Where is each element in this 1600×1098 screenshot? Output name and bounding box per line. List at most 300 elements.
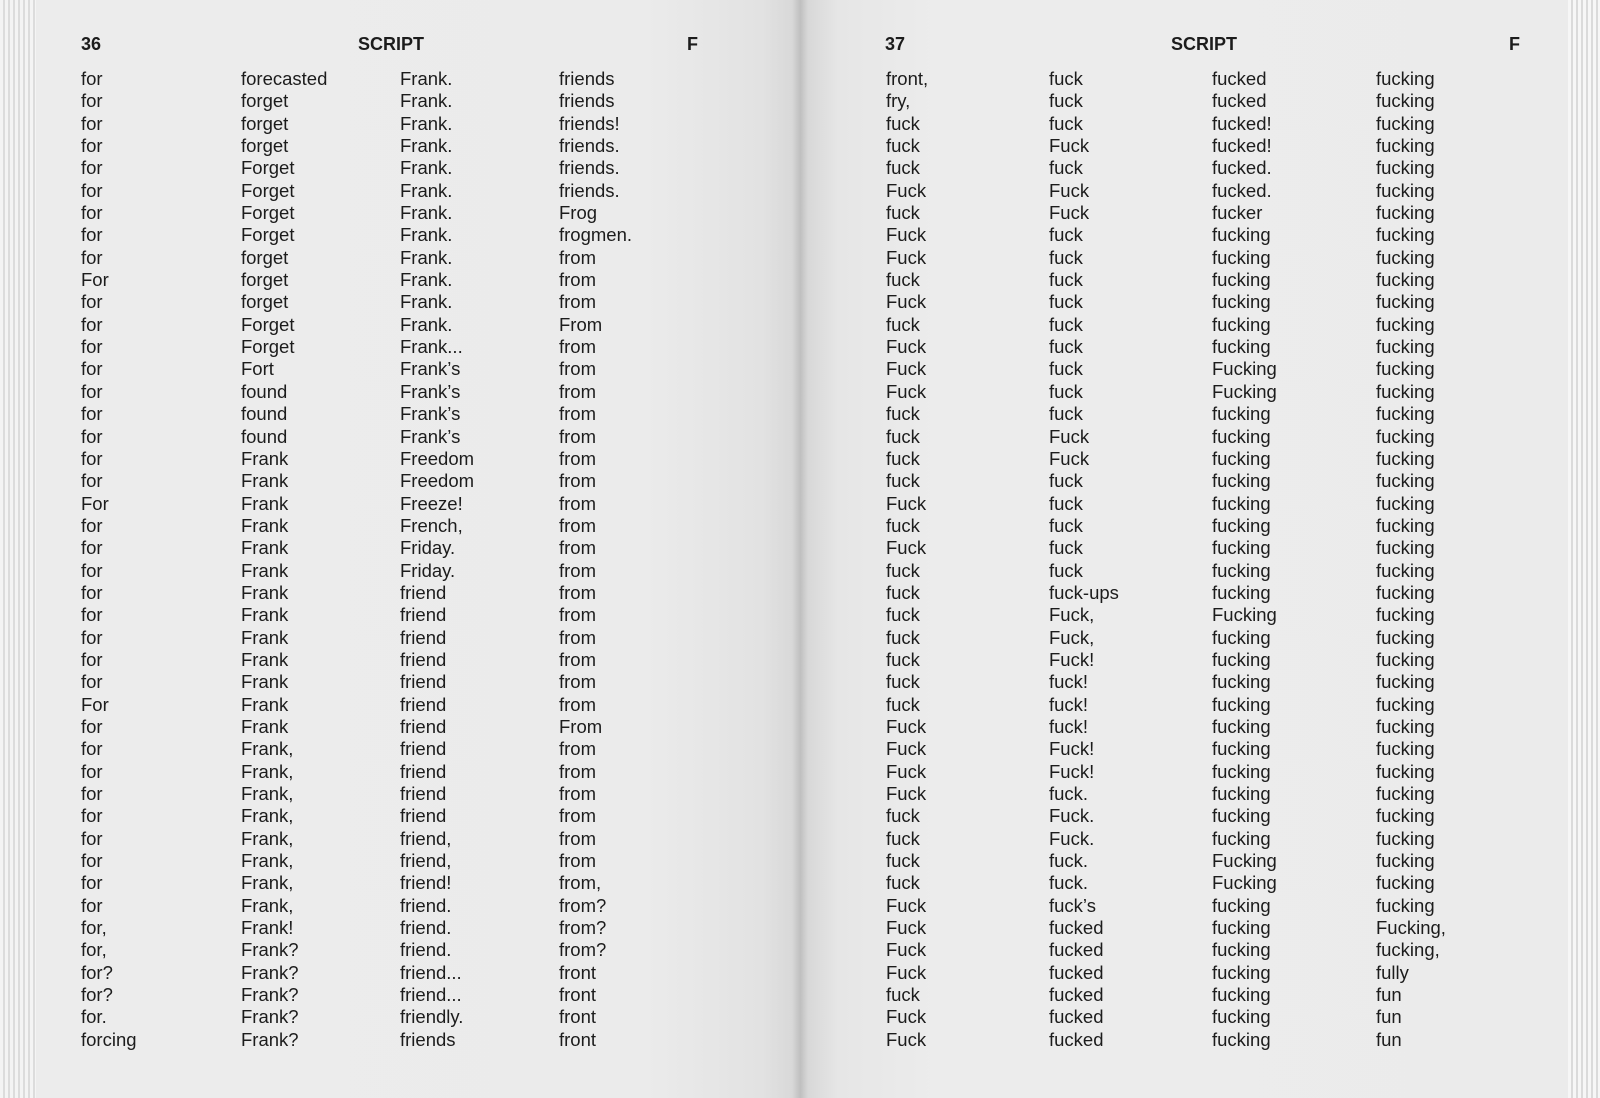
word-entry: Fuck bbox=[886, 894, 927, 916]
word-entry: fucking bbox=[1212, 939, 1271, 961]
word-entry: From bbox=[559, 313, 603, 335]
word-entry: fucking bbox=[1376, 581, 1435, 603]
word-entry: Frank? bbox=[241, 1006, 299, 1028]
word-entry: from bbox=[559, 559, 596, 581]
word-entry: Frank. bbox=[400, 90, 453, 112]
word-entry: fucking bbox=[1212, 626, 1271, 648]
word-entry: forget bbox=[241, 135, 289, 157]
word-entry: Fuck bbox=[886, 939, 927, 961]
word-entry: for bbox=[81, 425, 103, 447]
word-entry: Fuck! bbox=[1049, 738, 1095, 760]
word-entry: Fuck bbox=[886, 1006, 927, 1028]
word-entry: fucking bbox=[1376, 68, 1435, 89]
word-entry: fuck bbox=[886, 514, 920, 536]
word-entry: fuck’s bbox=[1049, 894, 1096, 916]
word-entry: Frank bbox=[241, 648, 289, 670]
word-entry: from bbox=[559, 783, 596, 804]
page-edges-left bbox=[0, 0, 38, 1098]
word-entry: fucking bbox=[1212, 581, 1271, 603]
word-entry: Forget bbox=[241, 179, 295, 201]
word-entry: Frank bbox=[241, 514, 289, 536]
word-column bbox=[241, 68, 327, 1051]
word-entry: from bbox=[559, 492, 596, 514]
word-entry: for bbox=[81, 336, 103, 358]
word-entry: Frank. bbox=[400, 112, 453, 134]
word-entry: fucking bbox=[1376, 470, 1435, 492]
word-entry: for bbox=[81, 514, 103, 536]
word-entry: fucking bbox=[1376, 648, 1435, 670]
word-entry: Fuck bbox=[886, 715, 927, 737]
word-column bbox=[559, 68, 632, 1051]
word-entry: Frank. bbox=[400, 202, 453, 224]
word-entry: Fucking bbox=[1212, 358, 1277, 380]
word-entry: friend bbox=[400, 604, 447, 626]
word-entry: fuck bbox=[1049, 403, 1083, 425]
word-entry: Freedom bbox=[400, 447, 475, 469]
word-entry: fucking bbox=[1212, 537, 1271, 559]
word-entry: Fuck! bbox=[1049, 760, 1095, 782]
word-entry: from bbox=[559, 805, 596, 827]
word-column bbox=[1376, 68, 1446, 1051]
word-entry: fuck bbox=[1049, 470, 1083, 492]
word-entry: Frank, bbox=[241, 894, 294, 916]
word-entry: fucking bbox=[1376, 90, 1435, 112]
word-entry: friends. bbox=[559, 179, 620, 201]
word-entry: fucking bbox=[1376, 537, 1435, 559]
word-entry: for? bbox=[81, 961, 113, 983]
word-entry: fuck bbox=[886, 805, 920, 827]
word-entry: fucked bbox=[1049, 984, 1104, 1006]
word-entry: fuck bbox=[886, 269, 920, 291]
word-entry: from bbox=[559, 626, 596, 648]
word-entry: fucking bbox=[1376, 850, 1435, 872]
word-entry: Frank, bbox=[241, 827, 294, 849]
page-number: 36 bbox=[81, 34, 102, 54]
word-entry: forget bbox=[241, 112, 289, 134]
word-entry: from bbox=[559, 470, 596, 492]
word-entry: for bbox=[81, 783, 103, 804]
word-entry: Fuck bbox=[1049, 135, 1090, 157]
word-entry: fucking bbox=[1212, 269, 1271, 291]
word-entry: friend bbox=[400, 671, 447, 693]
word-entry: fucking bbox=[1212, 403, 1271, 425]
word-entry: for bbox=[81, 90, 103, 112]
word-entry: from bbox=[559, 336, 596, 358]
word-entry: frogmen. bbox=[559, 224, 633, 246]
word-entry: Frank bbox=[241, 626, 289, 648]
word-entry: fucking bbox=[1212, 224, 1271, 246]
word-entry: Frank’s bbox=[400, 403, 461, 425]
word-entry: for bbox=[81, 403, 103, 425]
word-entry: for, bbox=[81, 917, 107, 939]
word-entry: from bbox=[559, 425, 596, 447]
word-entry: Fuck, bbox=[1049, 604, 1095, 626]
word-entry: from bbox=[559, 403, 596, 425]
word-entry: fucking bbox=[1212, 470, 1271, 492]
word-entry: Frank. bbox=[400, 157, 453, 179]
word-entry: for bbox=[81, 760, 103, 782]
word-entry: fucking bbox=[1376, 447, 1435, 469]
word-entry: Frank. bbox=[400, 246, 453, 268]
word-entry: fuck bbox=[1049, 514, 1083, 536]
word-entry: Forget bbox=[241, 202, 295, 224]
word-entry: from bbox=[559, 604, 596, 626]
word-entry: Fuck bbox=[886, 961, 927, 983]
word-entry: fucking, bbox=[1376, 939, 1440, 961]
word-entry: Fuck bbox=[886, 738, 927, 760]
word-entry: fucking bbox=[1212, 715, 1271, 737]
word-entry: for bbox=[81, 68, 103, 89]
word-entry: Frank’s bbox=[400, 358, 461, 380]
word-entry: fucking bbox=[1212, 693, 1271, 715]
word-entry: fuck bbox=[1049, 559, 1083, 581]
word-entry: friends. bbox=[559, 157, 620, 179]
word-entry: for bbox=[81, 559, 103, 581]
word-entry: fucking bbox=[1376, 805, 1435, 827]
word-entry: fuck bbox=[886, 470, 920, 492]
word-entry: found bbox=[241, 425, 288, 447]
word-entry: friendly. bbox=[400, 1006, 464, 1028]
word-entry: for bbox=[81, 626, 103, 648]
word-entry: Frank, bbox=[241, 760, 294, 782]
word-entry: Frank. bbox=[400, 179, 453, 201]
word-entry: fuck! bbox=[1049, 715, 1089, 737]
word-entry: fuck-ups bbox=[1049, 581, 1119, 603]
word-entry: Frank bbox=[241, 581, 289, 603]
word-entry: from? bbox=[559, 894, 607, 916]
word-entry: friend! bbox=[400, 872, 452, 894]
word-entry: friend, bbox=[400, 850, 452, 872]
word-entry: fucking bbox=[1376, 380, 1435, 402]
word-entry: from bbox=[559, 738, 596, 760]
word-entry: fucking bbox=[1212, 425, 1271, 447]
word-entry: fucking bbox=[1376, 738, 1435, 760]
word-entry: fucking bbox=[1376, 157, 1435, 179]
word-entry: fuck bbox=[886, 581, 920, 603]
word-entry: fuck bbox=[1049, 90, 1083, 112]
word-entry: Fuck, bbox=[1049, 626, 1095, 648]
word-entry: forcing bbox=[81, 1028, 137, 1050]
word-entry: Fucking, bbox=[1376, 917, 1446, 939]
word-entry: friend. bbox=[400, 939, 452, 961]
word-entry: fuck bbox=[1049, 492, 1083, 514]
word-entry: Friday. bbox=[400, 559, 456, 581]
word-entry: Frank bbox=[241, 470, 289, 492]
word-entry: Frank. bbox=[400, 291, 453, 313]
word-entry: for bbox=[81, 380, 103, 402]
word-entry: fuck bbox=[1049, 291, 1083, 313]
word-entry: Forget bbox=[241, 224, 295, 246]
word-entry: friend bbox=[400, 693, 447, 715]
word-entry: from bbox=[559, 850, 596, 872]
word-entry: Friday. bbox=[400, 537, 456, 559]
word-entry: from bbox=[559, 246, 596, 268]
word-entry: fucking bbox=[1376, 358, 1435, 380]
word-entry: fuck bbox=[1049, 537, 1083, 559]
word-entry: from bbox=[559, 447, 596, 469]
word-entry: Fucking bbox=[1212, 604, 1277, 626]
word-entry: fucking bbox=[1376, 604, 1435, 626]
word-entry: For bbox=[81, 269, 109, 291]
word-entry: fuck bbox=[1049, 224, 1083, 246]
word-entry: Frank bbox=[241, 447, 289, 469]
word-entry: for bbox=[81, 202, 103, 224]
word-entry: fucking bbox=[1212, 961, 1271, 983]
word-entry: forget bbox=[241, 269, 289, 291]
word-entry: For bbox=[81, 693, 109, 715]
running-title: SCRIPT bbox=[358, 34, 425, 54]
word-entry: fucking bbox=[1376, 626, 1435, 648]
word-entry: from bbox=[559, 581, 596, 603]
word-entry: fuck bbox=[1049, 313, 1083, 335]
word-entry: Fuck bbox=[886, 179, 927, 201]
word-entry: friend bbox=[400, 738, 447, 760]
word-entry: fucking bbox=[1376, 202, 1435, 224]
word-entry: Freedom bbox=[400, 470, 475, 492]
word-entry: fucked bbox=[1049, 917, 1104, 939]
word-entry: Fuck bbox=[886, 783, 927, 804]
word-entry: fuck bbox=[1049, 157, 1083, 179]
word-entry: fuck bbox=[886, 157, 920, 179]
word-entry: Fuck bbox=[886, 492, 927, 514]
word-entry: for bbox=[81, 827, 103, 849]
word-entry: fucked bbox=[1212, 68, 1267, 89]
word-entry: Frank? bbox=[241, 984, 299, 1006]
word-entry: found bbox=[241, 403, 288, 425]
word-entry: fuck bbox=[886, 313, 920, 335]
word-entry: fuck bbox=[1049, 68, 1083, 89]
word-entry: Frank... bbox=[400, 336, 463, 358]
word-entry: friend bbox=[400, 760, 447, 782]
word-entry: friend... bbox=[400, 961, 462, 983]
word-entry: fuck bbox=[886, 403, 920, 425]
word-entry: forget bbox=[241, 246, 289, 268]
word-entry: fuck! bbox=[1049, 671, 1089, 693]
word-entry: fuck. bbox=[1049, 783, 1089, 804]
word-entry: fucker bbox=[1212, 202, 1263, 224]
word-entry: Fort bbox=[241, 358, 274, 380]
word-entry: fuck bbox=[886, 827, 920, 849]
word-entry: Frank’s bbox=[400, 380, 461, 402]
word-entry: for bbox=[81, 358, 103, 380]
word-entry: fucking bbox=[1212, 984, 1271, 1006]
word-entry: from? bbox=[559, 939, 607, 961]
word-entry: friend bbox=[400, 626, 447, 648]
word-entry: friend bbox=[400, 715, 447, 737]
word-entry: forget bbox=[241, 291, 289, 313]
word-entry: Fuck! bbox=[1049, 648, 1095, 670]
word-entry: fucking bbox=[1212, 246, 1271, 268]
word-entry: fuck bbox=[886, 425, 920, 447]
word-entry: from bbox=[559, 269, 596, 291]
word-entry: fuck bbox=[886, 626, 920, 648]
right-page bbox=[800, 0, 1568, 1098]
word-entry: fucking bbox=[1376, 827, 1435, 849]
word-entry: Frank? bbox=[241, 939, 299, 961]
word-entry: Forget bbox=[241, 157, 295, 179]
word-entry: from bbox=[559, 671, 596, 693]
word-entry: forecasted bbox=[241, 68, 328, 89]
word-entry: fucking bbox=[1376, 894, 1435, 916]
word-entry: from bbox=[559, 537, 596, 559]
word-entry: Frank! bbox=[241, 917, 294, 939]
section-letter: F bbox=[1509, 34, 1520, 54]
word-entry: fucking bbox=[1376, 872, 1435, 894]
word-entry: fucked! bbox=[1212, 135, 1272, 157]
word-entry: for bbox=[81, 135, 103, 157]
word-entry: Fuck bbox=[886, 246, 927, 268]
word-entry: Frank bbox=[241, 671, 289, 693]
word-entry: fuck bbox=[1049, 112, 1083, 134]
word-entry: fuck bbox=[886, 604, 920, 626]
word-entry: for bbox=[81, 805, 103, 827]
word-entry: fucking bbox=[1212, 827, 1271, 849]
word-entry: for bbox=[81, 246, 103, 268]
word-entry: fun bbox=[1376, 1006, 1402, 1028]
word-entry: fucking bbox=[1376, 179, 1435, 201]
word-entry: fuck bbox=[1049, 380, 1083, 402]
word-entry: friend bbox=[400, 581, 447, 603]
word-entry: Fuck bbox=[886, 1028, 927, 1050]
word-entry: from bbox=[559, 358, 596, 380]
word-entry: Frank bbox=[241, 492, 289, 514]
word-entry: fucking bbox=[1376, 492, 1435, 514]
word-entry: Fuck bbox=[1049, 179, 1090, 201]
word-entry: for bbox=[81, 313, 103, 335]
word-entry: fuck bbox=[1049, 358, 1083, 380]
word-column bbox=[1049, 68, 1119, 1051]
word-entry: for bbox=[81, 715, 103, 737]
word-entry: Freeze! bbox=[400, 492, 463, 514]
word-entry: found bbox=[241, 380, 288, 402]
word-entry: fuck bbox=[1049, 269, 1083, 291]
word-entry: fucking bbox=[1376, 291, 1435, 313]
word-entry: Frank. bbox=[400, 313, 453, 335]
word-entry: for bbox=[81, 738, 103, 760]
section-letter: F bbox=[687, 34, 698, 54]
word-entry: fun bbox=[1376, 984, 1402, 1006]
word-entry: Fucking bbox=[1212, 872, 1277, 894]
word-entry: Frank bbox=[241, 537, 289, 559]
word-entry: fucking bbox=[1212, 917, 1271, 939]
word-entry: fucking bbox=[1376, 760, 1435, 782]
word-entry: fucked bbox=[1212, 90, 1267, 112]
word-entry: fucking bbox=[1212, 760, 1271, 782]
word-entry: front, bbox=[886, 68, 929, 89]
word-entry: for bbox=[81, 850, 103, 872]
word-entry: front bbox=[559, 961, 597, 983]
word-entry: fuck. bbox=[1049, 872, 1089, 894]
word-entry: For bbox=[81, 492, 109, 514]
word-entry: fuck bbox=[886, 872, 920, 894]
word-entry: from bbox=[559, 693, 596, 715]
word-column bbox=[1212, 68, 1277, 1051]
word-entry: Fuck bbox=[886, 224, 927, 246]
word-entry: fully bbox=[1376, 961, 1409, 983]
word-entry: Fuck. bbox=[1049, 805, 1095, 827]
word-entry: fucking bbox=[1212, 805, 1271, 827]
word-entry: fucked. bbox=[1212, 157, 1272, 179]
word-column bbox=[400, 68, 474, 1051]
word-entry: Fuck bbox=[886, 537, 927, 559]
word-entry: Frank. bbox=[400, 135, 453, 157]
word-entry: fucking bbox=[1376, 425, 1435, 447]
word-entry: front bbox=[559, 984, 597, 1006]
word-entry: fucking bbox=[1212, 447, 1271, 469]
word-entry: French, bbox=[400, 514, 463, 536]
word-entry: friend. bbox=[400, 894, 452, 916]
word-entry: for bbox=[81, 648, 103, 670]
word-entry: for bbox=[81, 537, 103, 559]
word-entry: fuck bbox=[1049, 336, 1083, 358]
word-entry: for bbox=[81, 470, 103, 492]
word-entry: for bbox=[81, 671, 103, 693]
word-entry: Frank, bbox=[241, 872, 294, 894]
word-entry: Fuck bbox=[886, 336, 927, 358]
word-entry: Frank bbox=[241, 559, 289, 581]
word-entry: fucking bbox=[1212, 648, 1271, 670]
word-entry: Frank bbox=[241, 604, 289, 626]
word-entry: Fuck bbox=[886, 760, 927, 782]
word-entry: front bbox=[559, 1006, 597, 1028]
word-entry: Frank, bbox=[241, 783, 294, 804]
word-entry: fucking bbox=[1212, 671, 1271, 693]
word-entry: Fuck bbox=[1049, 447, 1090, 469]
book-gutter bbox=[792, 0, 808, 1098]
word-entry: from, bbox=[559, 872, 602, 894]
word-entry: from? bbox=[559, 917, 607, 939]
word-entry: Frank. bbox=[400, 269, 453, 291]
word-entry: friends bbox=[559, 68, 615, 89]
word-entry: for bbox=[81, 224, 103, 246]
left-page bbox=[36, 0, 800, 1098]
word-entry: Fucking bbox=[1212, 850, 1277, 872]
word-entry: for. bbox=[81, 1006, 107, 1028]
word-entry: fuck bbox=[886, 135, 920, 157]
word-entry: fuck bbox=[886, 112, 920, 134]
word-entry: fucked bbox=[1049, 939, 1104, 961]
word-entry: friend bbox=[400, 783, 447, 804]
word-entry: fuck bbox=[886, 984, 920, 1006]
word-entry: From bbox=[559, 715, 603, 737]
word-entry: friend, bbox=[400, 827, 452, 849]
word-entry: fucking bbox=[1376, 783, 1435, 804]
word-entry: fuck bbox=[886, 447, 920, 469]
word-entry: fucking bbox=[1212, 336, 1271, 358]
word-entry: friends bbox=[400, 1028, 456, 1050]
word-entry: fucking bbox=[1376, 135, 1435, 157]
word-entry: fucking bbox=[1376, 313, 1435, 335]
word-entry: friend. bbox=[400, 917, 452, 939]
word-entry: fuck bbox=[886, 648, 920, 670]
word-entry: fucked bbox=[1049, 961, 1104, 983]
word-entry: from bbox=[559, 760, 596, 782]
word-entry: Fuck bbox=[1049, 202, 1090, 224]
word-entry: fucking bbox=[1212, 1028, 1271, 1050]
word-entry: Frank, bbox=[241, 805, 294, 827]
word-entry: Frank. bbox=[400, 224, 453, 246]
word-entry: Forget bbox=[241, 336, 295, 358]
word-entry: fucking bbox=[1212, 514, 1271, 536]
word-entry: fucking bbox=[1376, 246, 1435, 268]
word-entry: fucking bbox=[1376, 403, 1435, 425]
word-entry: Frank bbox=[241, 693, 289, 715]
word-entry: fuck bbox=[1049, 246, 1083, 268]
word-entry: for? bbox=[81, 984, 113, 1006]
word-entry: Frank? bbox=[241, 961, 299, 983]
word-entry: Fuck bbox=[1049, 425, 1090, 447]
word-entry: Frog bbox=[559, 202, 598, 224]
